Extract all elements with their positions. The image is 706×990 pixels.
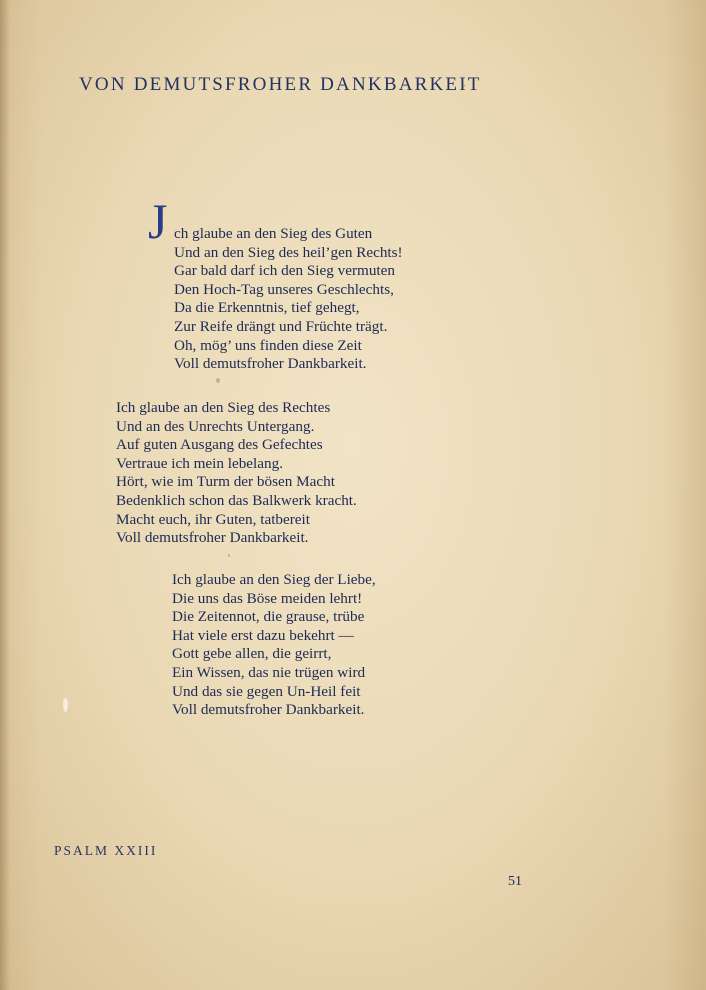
verse-line: Bedenklich schon das Balkwerk kracht.	[116, 491, 357, 509]
verse-line: Ich glaube an den Sieg des Rechtes	[116, 399, 331, 416]
stanza-2	[116, 399, 357, 548]
page-number: 51	[508, 874, 522, 889]
page-edge-shadow	[0, 0, 10, 990]
verse-line: Ein Wissen, das nie trügen wird	[172, 663, 366, 681]
verse-line: Auf guten Ausgang des Gefechtes	[116, 436, 323, 454]
verse-line: Und an des Unrechts Untergang.	[116, 417, 315, 435]
verse-line: ch glaube an den Sieg des Guten	[174, 225, 373, 242]
paper-speck	[63, 698, 68, 712]
paper-speck	[462, 84, 465, 87]
paper-speck	[216, 378, 220, 383]
verse-line: Voll demutsfroher Dankbarkeit.	[172, 701, 365, 719]
verse-line: Zur Reife drängt und Früchte trägt.	[174, 317, 388, 335]
verse-line: Da die Erkenntnis, tief gehegt,	[174, 299, 360, 317]
drop-cap-initial: J	[148, 193, 168, 249]
verse-line: Die uns das Böse meiden lehrt!	[172, 589, 363, 607]
stanza-1	[174, 225, 403, 374]
verse-line: Gar bald darf ich den Sieg vermuten	[174, 262, 395, 280]
paper-speck	[228, 554, 230, 557]
verse-line: Ich glaube an den Sieg der Liebe,	[172, 571, 376, 588]
verse-line: Voll demutsfroher Dankbarkeit.	[174, 355, 367, 373]
poem-title: VON DEMUTSFROHER DANKBARKEIT	[79, 74, 482, 95]
stanza-3	[172, 571, 376, 720]
verse-line: Gott gebe allen, die geirrt,	[172, 645, 332, 663]
verse-line: Die Zeitennot, die grause, trübe	[172, 608, 365, 626]
verse-line: Oh, mög’ uns finden diese Zeit	[174, 336, 362, 354]
verse-line: Hat viele erst dazu bekehrt —	[172, 626, 354, 644]
verse-line: Den Hoch-Tag unseres Geschlechts,	[174, 280, 394, 298]
section-label: PSALM XXIII	[54, 843, 158, 858]
verse-line: Macht euch, ihr Guten, tatbereit	[116, 510, 310, 528]
verse-line: Voll demutsfroher Dankbarkeit.	[116, 529, 309, 547]
verse-line: Vertraue ich mein lebelang.	[116, 454, 283, 472]
verse-line: Und das sie gegen Un-Heil feit	[172, 682, 361, 700]
verse-line: Hört, wie im Turm der bösen Macht	[116, 473, 335, 491]
verse-line: Und an den Sieg des heil’gen Rechts!	[174, 243, 403, 261]
